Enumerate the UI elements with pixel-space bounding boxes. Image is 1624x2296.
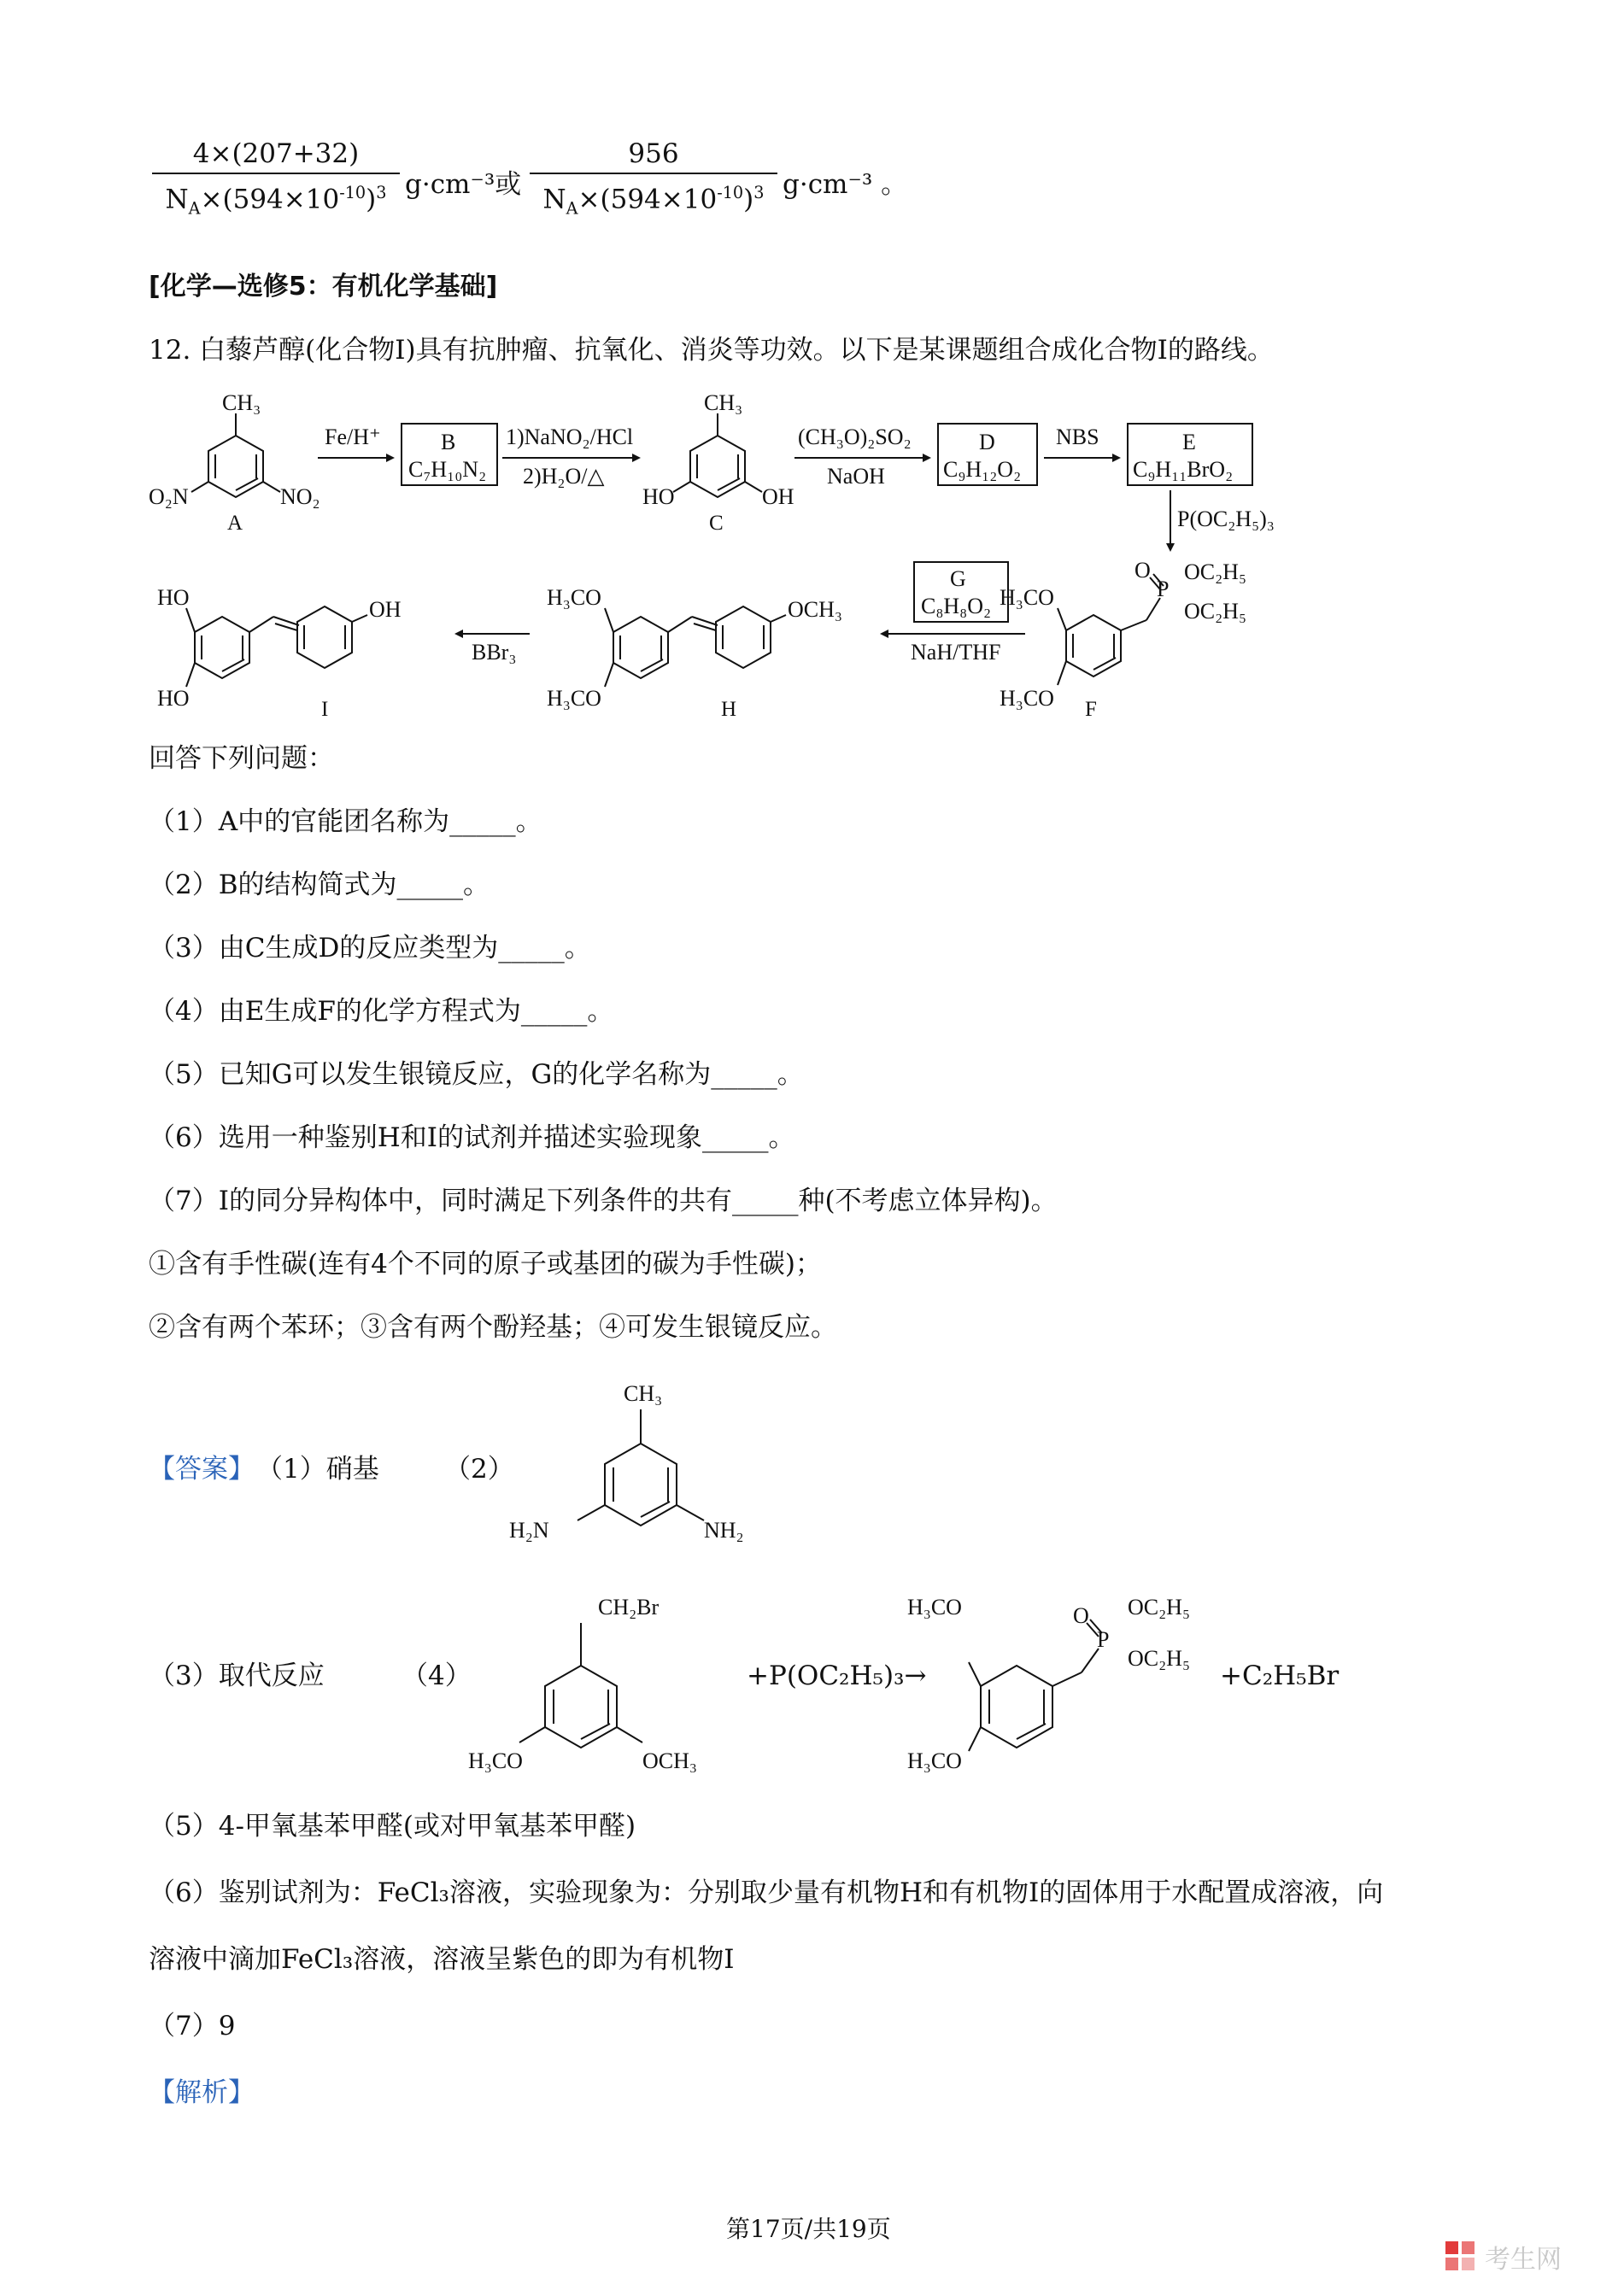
a-label: A (227, 512, 243, 535)
a4-f-o: O (1073, 1603, 1089, 1628)
answer-4-tail: +C₂H₅Br (1220, 1660, 1340, 1691)
f-label: F (1085, 698, 1097, 721)
a4-ome-left: H₃CO (468, 1748, 523, 1773)
answer-7: （7）9 (149, 2011, 236, 2041)
a4-ome-right: OCH₃ (642, 1748, 697, 1773)
compound-c (642, 390, 794, 535)
a4-f-ome2: H₃CO (907, 1748, 962, 1773)
d-formula: C₉H₁₂O₂ (943, 457, 1022, 482)
b-formula: C₇H₁₀N₂ (408, 457, 487, 482)
f-o: O (1134, 558, 1151, 583)
a2-nh2-left: H₂N (509, 1518, 549, 1543)
compound-a (149, 390, 320, 535)
synthesis-scheme (137, 376, 1333, 735)
answer-2-structure (495, 1367, 786, 1563)
i-oh1: HO (157, 585, 190, 610)
c-oh: OH (762, 484, 794, 509)
a4-f-oet1: OC₂H₅ (1128, 1595, 1191, 1620)
compound-h (547, 585, 842, 721)
answer-4-label: （4） (402, 1660, 472, 1691)
unit-text-2: g·cm⁻³ 。 (783, 169, 908, 200)
step5-reagent: P(OC₂H₅)₃ (1177, 507, 1275, 531)
answer-2-label: （2） (444, 1454, 514, 1485)
question-line: （2）B的结构简式为_____。 (149, 870, 490, 900)
step2-top: 1)NaNO₂/HCl (506, 425, 634, 449)
fraction-numerator: 4×(207+32) (192, 138, 360, 169)
f-oet2: OC₂H₅ (1184, 599, 1247, 624)
watermark-icon (1444, 2240, 1478, 2274)
a-no2-right: NO₂ (280, 484, 320, 509)
f-ome2: H₃CO (1000, 686, 1054, 711)
step4-reagent: NBS (1056, 425, 1099, 449)
i-oh2: HO (157, 686, 190, 711)
i-oh3: OH (369, 597, 402, 622)
answer-3: （3）取代反应 (149, 1660, 325, 1691)
a4-f-oet2: OC₂H₅ (1128, 1646, 1191, 1671)
answer-4-reactant (453, 1580, 760, 1785)
a2-ch3: CH₃ (624, 1381, 663, 1406)
d-letter: D (979, 430, 995, 454)
section-title: [化学—选修5：有机化学基础] (149, 272, 498, 302)
answer-6-line1: （6）鉴别试剂为：FeCl₃溶液，实验现象为：分别取少量有机物H和有机物I的固体用于水配置成溶液，向 (149, 1877, 1384, 1908)
compound-i (157, 585, 402, 721)
i-label: I (321, 698, 329, 721)
density-fraction-1 (152, 137, 400, 226)
step1-reagent: Fe/H⁺ (325, 425, 381, 449)
f-oet1: OC₂H₅ (1184, 559, 1247, 584)
step3-bot: NaOH (827, 464, 885, 489)
analysis-tag: 【解析】 (149, 2077, 255, 2108)
answer-4-product (906, 1580, 1230, 1785)
a4-f-p: P (1097, 1627, 1110, 1652)
h-ome1: H₃CO (547, 585, 601, 610)
a-ch3: CH₃ (222, 390, 261, 415)
question-line: （1）A中的官能团名称为_____。 (149, 806, 542, 837)
question-line: ②含有两个苯环；③含有两个酚羟基；④可发生银镜反应。 (149, 1312, 837, 1343)
e-formula: C₉H₁₁BrO₂ (1133, 457, 1234, 482)
g-letter: G (950, 566, 966, 591)
f-ome1: H₃CO (1000, 585, 1054, 610)
step6-bot: NaH/THF (911, 640, 1001, 665)
fraction-numerator: 956 (628, 138, 679, 169)
compound-f (1000, 558, 1246, 721)
b-letter: B (441, 430, 456, 454)
question-line: （6）选用一种鉴别H和I的试剂并描述实验现象_____。 (149, 1122, 795, 1153)
watermark-logo (1444, 2238, 1562, 2276)
question-line: （5）已知G可以发生银镜反应，G的化学名称为_____。 (149, 1059, 804, 1090)
fraction-denominator: $N_A\times(594\times 10^{-10})^3$ (542, 183, 765, 219)
c-ch3: CH₃ (704, 390, 743, 415)
fraction-denominator: $N_A\times(594\times 10^{-10})^3$ (165, 183, 387, 219)
a2-nh2-right: NH₂ (704, 1518, 744, 1543)
density-fraction-2 (530, 137, 777, 226)
question-line: 回答下列问题： (149, 743, 334, 774)
question-intro: 12. 白藜芦醇(化合物I)具有抗肿瘤、抗氧化、消炎等功效。以下是某课题组合成化合物I的路线。 (149, 335, 1274, 366)
e-letter: E (1182, 430, 1196, 454)
step7-reagent: BBr₃ (472, 640, 517, 665)
a4-ch2br: CH₂Br (598, 1595, 660, 1620)
unit-text-1: g·cm⁻³或 (405, 169, 522, 200)
question-line: （7）I的同分异构体中，同时满足下列条件的共有_____种(不考虑立体异构)。 (149, 1186, 1058, 1216)
h-label: H (721, 698, 737, 721)
h-ome2: H₃CO (547, 686, 601, 711)
step3-top: (CH₃O)₂SO₂ (798, 425, 912, 449)
g-formula: C₈H₈O₂ (921, 594, 992, 618)
page-footer: 第17页/共19页 (726, 2215, 891, 2243)
a-no2-left: O₂N (149, 484, 189, 509)
c-ho: HO (642, 484, 675, 509)
a4-f-ome1: H₃CO (907, 1595, 962, 1620)
question-line: （4）由E生成F的化学方程式为_____。 (149, 996, 614, 1027)
answer-4-plus: +P(OC₂H₅)₃→ (747, 1660, 927, 1691)
c-label: C (709, 512, 724, 535)
answer-5: （5）4-甲氧基苯甲醛(或对甲氧基苯甲醛) (149, 1811, 636, 1842)
answer-tag: 【答案】 (149, 1454, 255, 1485)
f-p: P (1157, 577, 1170, 601)
step2-bot: 2)H₂O/△ (523, 464, 605, 489)
watermark-text: 考生网 (1485, 2245, 1562, 2275)
question-line: （3）由C生成D的反应类型为_____。 (149, 933, 591, 964)
h-ome3: OCH₃ (788, 597, 842, 622)
answer-1: （1）硝基 (256, 1454, 379, 1485)
question-line: ①含有手性碳(连有4个不同的原子或基团的碳为手性碳)； (149, 1249, 822, 1280)
answer-6-line2: 溶液中滴加FeCl₃溶液，溶液呈紫色的即为有机物I (149, 1944, 735, 1975)
